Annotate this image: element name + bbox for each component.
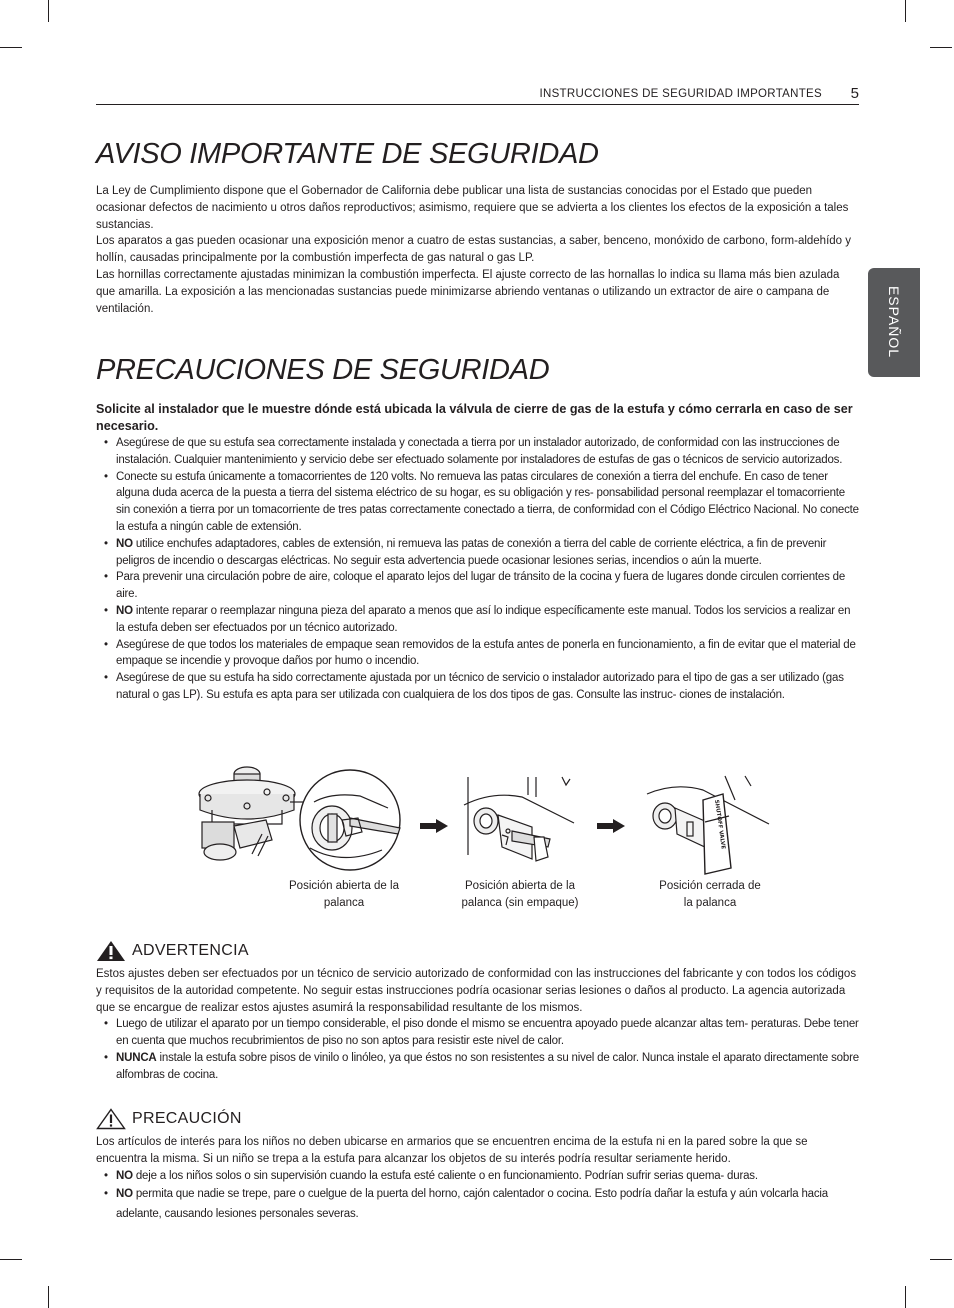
caution-body — [96, 1134, 861, 1224]
list-item — [96, 1016, 861, 1050]
list-item-text: Asegúrese de que su estufa sea correctamente instalada y conectada a tierra por un instalador autorizado, de conformidad con las instrucciones de instalación. Cualquier mantenimiento y servicio debe ser efectuado solamente por instaladores de estufas de gas o técnicos de servicio autorizados. — [116, 437, 843, 466]
notice-title: AVISO IMPORTANTE DE SEGURIDAD — [96, 138, 599, 170]
valve-open-illustration — [192, 762, 404, 874]
caution-triangle-icon — [96, 1108, 126, 1130]
crop-mark — [905, 1286, 906, 1308]
list-item-text: Asegúrese de que su estufa ha sido correctamente ajustada por un técnico de servicio o instalador autorizado para el tipo de gas a ser utilizado (gas natural o gas LP). Su estufa es apta para ser utilizada con cualquiera de los dos tipos de gas. Consulte las instruc- ciones de instalación. — [116, 672, 844, 701]
page-header — [96, 84, 859, 105]
caution-heading-text: PRECAUCIÓN — [132, 1110, 242, 1127]
figure-caption: Posición cerrada de la palanca — [659, 880, 761, 909]
warning-paragraph: Estos ajustes deben ser efectuados por un técnico de servicio autorizado de conformidad con las instrucciones del fabricante y con todos los códigos y requisitos de la autoridad competente. No seguir estas instrucciones podría ocasionar serias lesiones o daños al producto. La agencia autorizada que se encargue de realizar estos ajustes asumirá la responsabilidad resultante de los mismos. — [96, 968, 857, 1014]
list-item — [96, 670, 861, 704]
figure-caption: Posición abierta de la palanca (sin empaque) — [461, 880, 579, 909]
arrow-right-icon — [597, 819, 625, 833]
valve-unpacked-illustration — [462, 775, 582, 867]
notice-paragraph: Los aparatos a gas pueden ocasionar una exposición menor a cuatro de estas sustancias, a saber, benceno, monóxido de carbono, form-aldehído y hollín, causadas principalmente por la combustión imperfecta de gas natural o gas LP. — [96, 235, 852, 265]
arrow-right-icon — [420, 819, 448, 833]
list-item-text: permita que nadie se trepe, pare o cuelgue de la puerta del horno, cajón calentador o cocina. Esto podría dañar la estufa y aún volcarla hacia adelante, causando lesiones personales severas. — [116, 1188, 828, 1221]
list-item — [96, 469, 861, 536]
crop-mark — [0, 1259, 22, 1260]
list-item-text: utilice enchufes adaptadores, cables de extensión, ni remueva las patas de conexión a tierra del cable de corriente eléctrica, a fin de prevenir peligros de incendio o descargas eléctricas. No seguir esta advertencia puede ocasionar lesiones serias, incendios o aún la muerte. — [116, 537, 827, 567]
list-item-text: intente reparar o reemplazar ninguna pieza del aparato a menos que así lo indique específicamente este manual. Todos los servicios a realizar en la estufa deben ser efectuados por un técnico autorizado. — [116, 604, 851, 634]
crop-mark — [0, 47, 22, 48]
list-item — [96, 569, 861, 603]
warning-heading-text: ADVERTENCIA — [132, 942, 249, 959]
crop-mark — [930, 47, 952, 48]
list-item-text: Luego de utilizar el aparato por un tiempo considerable, el piso donde el mismo se encuentra apoyado puede alcanzar altas tem- peraturas. Debe tener en cuenta que muchos recubrimientos de piso no son aptos para resistir este nivel de calor. — [116, 1018, 859, 1048]
emphasis-no: NO — [116, 1169, 133, 1182]
warning-heading — [96, 940, 249, 962]
instruction-text: Solicite al instalador que le muestre dónde está ubicada la válvula de cierre de gas de la estufa y cómo cerrarla en caso de ser necesario. — [96, 402, 853, 433]
notice-paragraph: Las hornillas correctamente ajustadas minimizan la combustión imperfecta. El ajuste correcto de las hornallas lo indica su llama más bien azulada que amarilla. La exposición a las mencionadas sustancias puede minimizarse abriendo ventanas o utilizando un extractor de aire o campana de ventilación. — [96, 268, 840, 315]
emphasis-no: NO — [116, 1188, 133, 1201]
list-item-text: Asegúrese de que todos los materiales de empaque sean removidos de la estufa antes de ponerla en funcionamiento, a fin de evitar que el material de empaque se incendie y provoque daños por humo o incendio. — [116, 638, 856, 668]
running-title: INSTRUCCIONES DE SEGURIDAD IMPORTANTES — [539, 88, 822, 100]
warning-body — [96, 966, 861, 1084]
page-number: 5 — [850, 85, 859, 102]
warning-triangle-icon — [96, 940, 126, 962]
notice-body — [96, 183, 861, 317]
notice-paragraph: La Ley de Cumplimiento dispone que el Gobernador de California debe publicar una lista de sustancias conocidas por el Estado que pueden ocasionar defectos de nacimiento u otros daños reproductivos; asimismo, requiere que se advierta a los clientes los efectos de la exposición a tales sustancias. — [96, 185, 849, 231]
warning-list — [96, 1016, 861, 1083]
emphasis-no: NO — [116, 537, 133, 550]
list-item — [96, 435, 861, 469]
emphasis-nunca: NUNCA — [116, 1051, 157, 1064]
valve-plate-label: SHUTOFF VALVE — [713, 799, 726, 850]
caution-paragraph: Los artículos de interés para los niños no deben ubicarse en armarios que se encuentren encima de la estufa ni en la pared sobre la que se encuentra la misma. Si un niño se trepa a la estufa para alcanzar los objetos de su interés podría resultar seriamente herido. — [96, 1136, 808, 1165]
list-item — [96, 603, 861, 637]
caution-heading — [96, 1108, 242, 1130]
list-item — [96, 1168, 861, 1185]
list-item — [96, 1050, 861, 1084]
caution-list — [96, 1168, 861, 1225]
language-tab-label: ESPAÑOL — [886, 285, 902, 359]
crop-mark — [48, 0, 49, 22]
list-item-text: instale la estufa sobre pisos de vinilo o linóleo, ya que éstos no son resistentes a su nivel de calor. Nunca instale el aparato directamente sobre alfombras de cocina. — [116, 1051, 859, 1081]
precautions-title: PRECAUCIONES DE SEGURIDAD — [96, 354, 550, 386]
precautions-list — [96, 435, 861, 704]
crop-mark — [905, 0, 906, 22]
language-tab — [868, 268, 920, 377]
emphasis-no: NO — [116, 604, 133, 617]
crop-mark — [48, 1286, 49, 1308]
list-item-text: Conecte su estufa únicamente a tomacorrientes de 120 volts. No remueva las patas circulares de conexión a tierra del enchufe. En caso de tener alguna duda acerca de la puesta a tierra del sistema eléctrico de su hogar, es su obligación y res- ponsabilidad personal reemplazar el tomacorriente sin conexión a tierra por un tomacorriente de tres patas correctamente conectado a tierra, de conformidad con el Código Eléctrico Nacional. No conecte la estufa a ningún cable de extensión. — [116, 470, 859, 533]
list-item-text: Para prevenir una circulación pobre de aire, coloque el aparato lejos del lugar de tránsito de la cocina y fuera de lugares donde circulen corrientes de aire. — [116, 571, 846, 601]
crop-mark — [930, 1259, 952, 1260]
list-item — [96, 536, 861, 570]
list-item — [96, 1184, 861, 1224]
valve-closed-illustration — [645, 772, 775, 876]
list-item — [96, 637, 861, 671]
list-item-text: deje a los niños solos o sin supervisión cuando la estufa esté caliente o en funcionamiento. Podrían sufrir serias quema- duras. — [132, 1169, 758, 1182]
figure-caption: Posición abierta de la palanca — [289, 880, 399, 909]
